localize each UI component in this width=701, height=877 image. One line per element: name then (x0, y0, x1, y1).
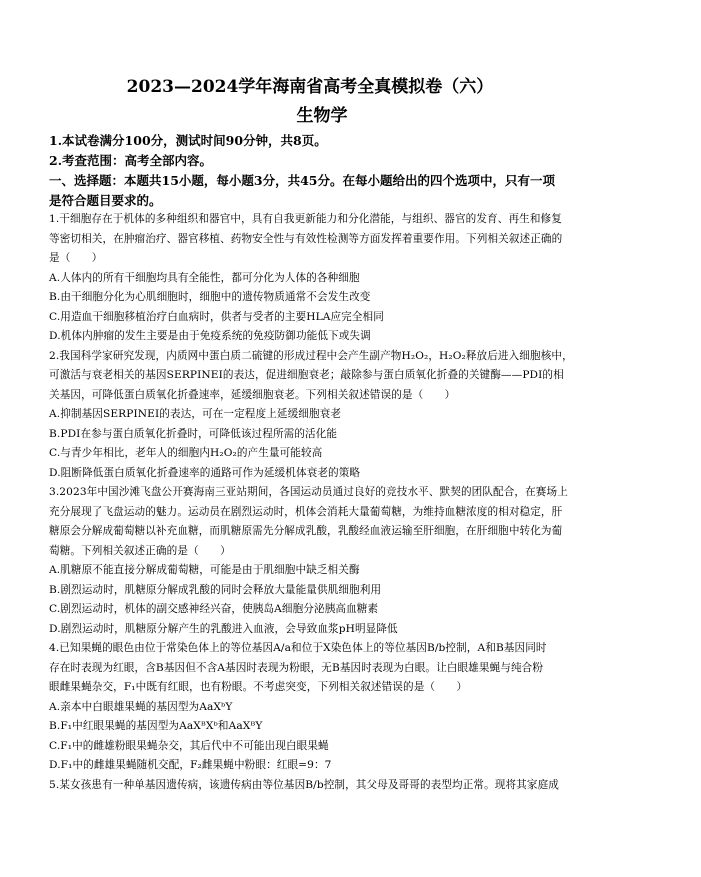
instruction-line: 2.考查范围：高考全部内容。 (49, 153, 213, 168)
question-line: 2.我国科学家研究发现，内质网中蛋白质二硫键的形成过程中会产生副产物H₂O₂，H₂O₂释放后进入细胞核中， (49, 349, 573, 362)
question-line: B.F₁中红眼果蝇的基因型为AaXᴮXᵇ和AaXᴮY (49, 720, 263, 732)
question-line: A.亲本中白眼雄果蝇的基因型为AaXᵇY (49, 700, 233, 713)
question-line: 是（ ） (49, 252, 103, 264)
question-line: D.F₁中的雌雄果蝇随机交配，F₂雌果蝇中粉眼：红眼=9：7 (49, 759, 332, 771)
question-line: A.肌糖原不能直接分解成葡萄糖，可能是由于肌细胞中缺乏相关酶 (49, 564, 360, 576)
question-line: C.F₁中的雌雄粉眼果蝇杂交，其后代中不可能出现白眼果蝇 (49, 739, 329, 752)
question-line: 存在时表现为红眼，含B基因但不含A基因时表现为粉眼，无B基因时表现为白眼。让白眼雄果蝇与纯合粉 (49, 661, 544, 674)
question-line: 可激活与衰老相关的基因SERPINEI的表达，促进细胞衰老；敲除参与蛋白质氧化折叠的关键酶——PDI的相 (49, 369, 564, 381)
question-line: C.用造血干细胞移植治疗白血病时，供者与受者的主要HLA应完全相同 (49, 310, 384, 323)
exam-title: 2023—2024学年海南省高考全真模拟卷（六） (126, 77, 494, 97)
instructions (49, 131, 609, 211)
question-line: A.人体内的所有干细胞均具有全能性，都可分化为人体的各种细胞 (49, 271, 360, 284)
question-line: C.剧烈运动时，机体的副交感神经兴奋，使胰岛A细胞分泌胰高血糖素 (49, 603, 379, 615)
question-line: D.剧烈运动时，肌糖原分解产生的乳酸进入血液，会导致血浆pH明显降低 (49, 622, 398, 635)
question-line: A.抑制基因SERPINEI的表达，可在一定程度上延缓细胞衰老 (49, 408, 342, 420)
question-line: 等密切相关，在肿瘤治疗、器官移植、药物安全性与有效性检测等方面发挥着重要作用。下列相关叙述正确的 (49, 232, 563, 245)
question-line: D.阻断降低蛋白质氧化折叠速率的通路可作为延缓机体衰老的策略 (49, 466, 361, 479)
exam-subject: 生物学 (296, 106, 348, 126)
question-body (49, 210, 589, 795)
question-line: D.机体内肿瘤的发生主要是由于免疫系统的免疫防御功能低下或失调 (49, 330, 371, 342)
question-line: B.由干细胞分化为心肌细胞时，细胞中的遗传物质通常不会发生改变 (49, 291, 371, 303)
question-line: 糖原会分解成葡萄糖以补充血糖，而肌糖原需先分解成乳酸，乳酸经血液运输至肝细胞，在肝细胞中转化为葡 (49, 525, 563, 537)
question-line: 充分展现了飞盘运动的魅力。运动员在剧烈运动时，机体会消耗大量葡萄糖，为维持血糖浓度的相对稳定，肝 (49, 505, 563, 518)
question-line: 3.2023年中国沙滩飞盘公开赛海南三亚站期间，各国运动员通过良好的竞技水平、默契的团队配合，在赛场上 (49, 486, 568, 498)
question-line: 5.某女孩患有一种单基因遗传病，该遗传病由等位基因B/b控制，其父母及哥哥的表型均正常。现将其家庭成 (49, 778, 559, 791)
question-line: 眼雌果蝇杂交，F₁中既有红眼，也有粉眼。不考虑突变，下列相关叙述错误的是（ ） (49, 681, 468, 693)
question-line: B.剧烈运动时，肌糖原分解成乳酸的同时会释放大量能量供肌细胞利用 (49, 583, 382, 596)
question-line: 萄糖。下列相关叙述正确的是（ ） (49, 544, 231, 557)
instruction-line: 1.本试卷满分100分，测试时间90分钟，共8页。 (49, 133, 327, 148)
question-line: 关基因，可降低蛋白质氧化折叠速率，延缓细胞衰老。下列相关叙述错误的是（ ） (49, 388, 456, 401)
question-line: C.与青少年相比，老年人的细胞内H₂O₂的产生量可能较高 (49, 447, 323, 459)
section-heading: 是符合题目要求的。 (49, 193, 162, 208)
question-line: 1.干细胞存在于机体的多种组织和器官中，具有自我更新能力和分化潜能，与组织、器官的发育、再生和修复 (49, 213, 562, 225)
section-heading: 一、选择题：本题共15小题，每小题3分，共45分。在每小题给出的四个选项中，只有一项 (49, 173, 555, 188)
question-line: B.PDI在参与蛋白质氧化折叠时，可降低该过程所需的活化能 (49, 427, 338, 440)
question-line: 4.已知果蝇的眼色由位于常染色体上的等位基因A/a和位于X染色体上的等位基因B/b控制，A和B基因同时 (49, 642, 547, 654)
